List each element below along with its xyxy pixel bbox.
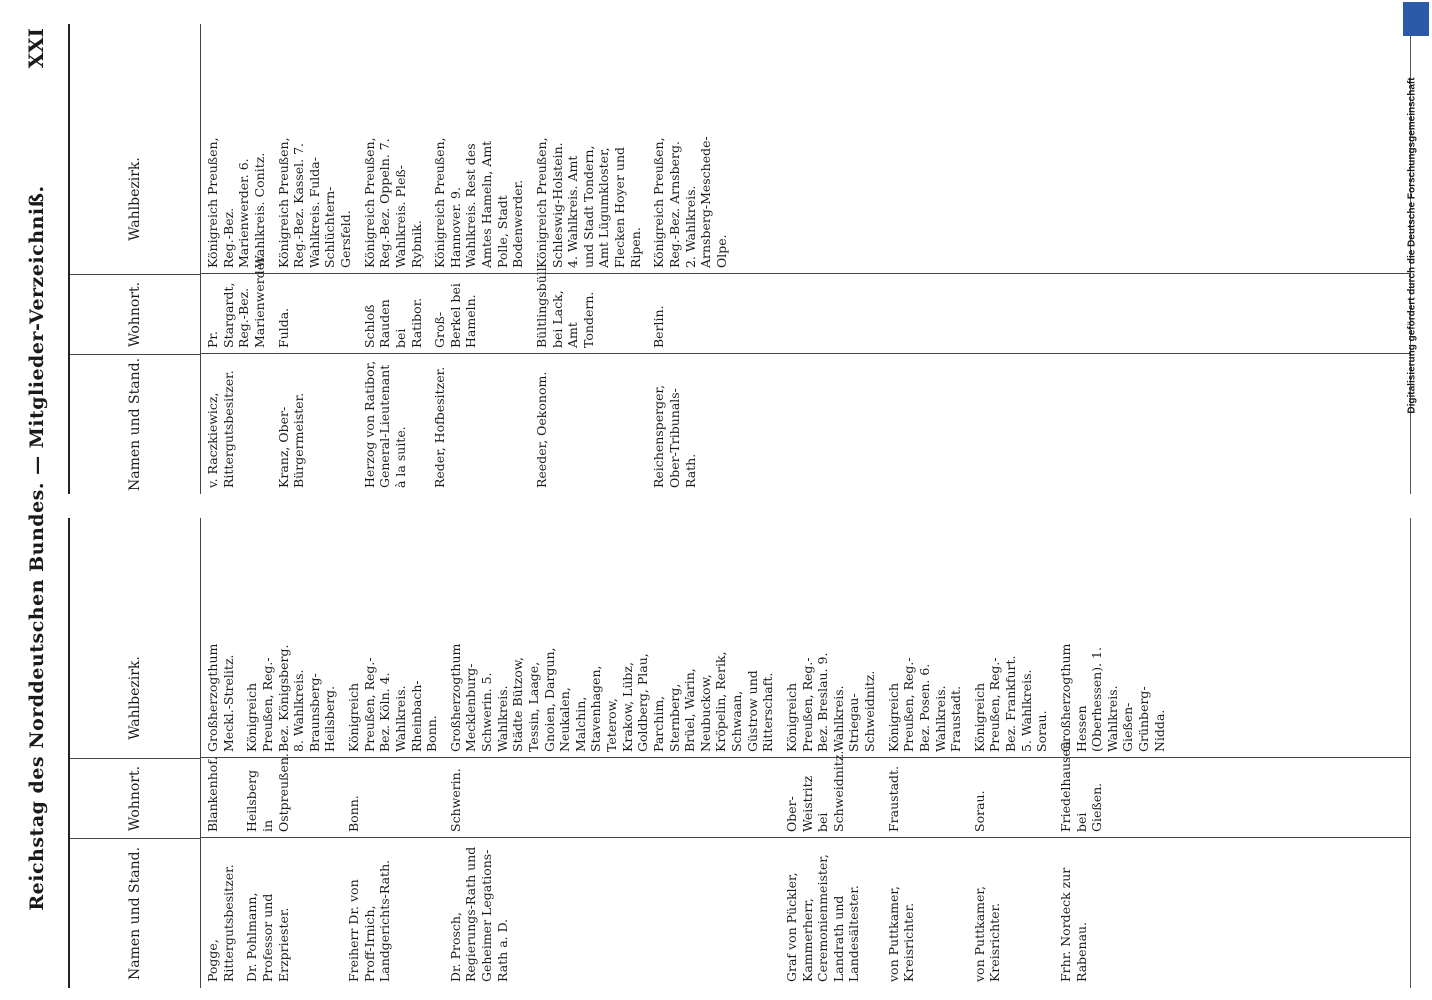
cell-name: von Puttkamer, Kreisrichter. xyxy=(885,886,917,982)
cell-residence: Pr. Stargardt, Reg.-Bez. Marienwerder. xyxy=(205,254,267,348)
cell-district: Großherzogthum Mecklenburg-Schwerin. 5. Wahlkreis. Städte Bützow, Tessin, Laage, Gnoien, Dargun, Neukalen, Malchin, Stavenhagen, Teterow, Krakow, Lübz, Goldberg, Plau, Parchim, Sternberg, Brüel, Warin, Neubuckow, Kröpelin, Rerik, Schwaan, Güstrow und Ritterschaft. xyxy=(447,643,776,752)
cell-residence: Heilsberg in Ostpreußen. xyxy=(244,753,291,832)
table-row xyxy=(647,24,733,494)
table-row xyxy=(240,518,342,988)
header-district: Wahlbezirk. xyxy=(127,157,143,241)
page-title: Reichstag des Norddeutschen Bundes. — Mitglieder-Verzeichniß. xyxy=(26,185,48,911)
column-divider xyxy=(201,353,1411,354)
cell-district: Königreich Preußen, Reg.-Bez. Kassel. 7. Wahlkreis. Fulda-Schlüchtern-Gersfeld. xyxy=(275,137,353,268)
cell-residence: Bültlingsbüll bei Lack, Amt Tondern. xyxy=(533,267,596,348)
table-row xyxy=(342,518,444,988)
table-row xyxy=(444,518,780,988)
cell-name: Freiherr Dr. von Proff-Irnich, Landgerichts-Rath. xyxy=(346,859,393,982)
cell-residence: Fraustadt. xyxy=(885,765,901,832)
cell-residence: Blankenhof. xyxy=(205,756,220,832)
cell-district: Großherzogthum Hessen (Oberhessen). 1. Wahlkreis. Gießen-Grünberg-Nidda. xyxy=(1057,643,1167,752)
cell-residence: Sorau. xyxy=(971,790,987,832)
table-row xyxy=(272,24,358,494)
cell-district: Königreich Preußen, Reg.-Bez. Königsberg. 8. Wahlkreis. Braunsberg-Heilsberg. xyxy=(244,644,338,752)
table-row xyxy=(882,518,968,988)
dfg-logo xyxy=(1403,2,1429,36)
cell-residence: Ober-Weistritz bei Schweidnitz. xyxy=(783,750,846,832)
column-divider xyxy=(201,757,1411,758)
dfg-stamp-text: Digitalisierung gefördert durch die Deutsche Forschungsgemeinschaft xyxy=(1406,77,1418,414)
cell-name: von Puttkamer, Kreisrichter. xyxy=(971,886,1003,982)
table-row xyxy=(201,518,240,988)
cell-residence: Schloß Rauden bei Ratibor. xyxy=(361,297,424,348)
rotated-page xyxy=(10,20,1410,988)
cell-district: Königreich Preußen, Reg.-Bez. Marienwerder. 6. Wahlkreis. Conitz. xyxy=(205,137,267,268)
table-row xyxy=(968,518,1054,988)
left-column-headers xyxy=(70,518,201,988)
cell-name: Graf von Pückler, Kammerherr, Ceremonienmeister, Landrath und Landesältester. xyxy=(783,854,862,982)
cell-name: Dr. Prosch, Regierungs-Rath und Geheimer Legations-Rath a. D. xyxy=(447,846,510,982)
column-divider xyxy=(201,837,1411,838)
table-row xyxy=(428,24,530,494)
cell-name: Herzog von Ratibor, General-Lieutenant à la suite. xyxy=(361,360,408,488)
cell-name: Pogge, Rittergutsbesitzer. xyxy=(205,864,236,982)
cell-district: Königreich Preußen, Reg.-Bez. Köln. 4. Wahlkreis. Rheinbach-Bonn. xyxy=(346,657,440,752)
cell-residence: Berlin. xyxy=(651,305,667,348)
table-row xyxy=(780,518,882,988)
page-header xyxy=(10,20,60,988)
table-row xyxy=(530,24,647,494)
cell-name: Reder, Hofbesitzer. xyxy=(432,366,448,488)
cell-district: Königreich Preußen, Reg.-Bez. Oppeln. 7. Wahlkreis. Pleß-Rybnik. xyxy=(361,137,424,268)
cell-name: Reeder, Oekonom. xyxy=(533,371,549,488)
cell-district: Königreich Preußen, Reg.-Bez. Posen. 6. Wahlkreis. Fraustadt. xyxy=(885,657,964,752)
left-table xyxy=(68,518,1411,988)
table-row xyxy=(358,24,429,494)
cell-name: v. Raczkiewicz, Rittergutsbesitzer. xyxy=(205,370,236,488)
cell-name: Reichensperger, Ober-Tribunals-Rath. xyxy=(651,384,698,488)
right-column-headers xyxy=(70,24,201,494)
cell-district: Königreich Preußen, Reg.-Bez. Arnsberg. 2. Wahlkreis. Arnsberg-Meschede-Olpe. xyxy=(651,136,729,268)
column-divider xyxy=(201,273,1411,274)
cell-residence: Groß-Berkel bei Hameln. xyxy=(432,283,479,348)
cell-residence: Bonn. xyxy=(346,795,361,832)
cell-district: Großherzogthum Meckl.-Strelitz. xyxy=(205,643,236,752)
page-number: XXI xyxy=(24,28,48,69)
cell-residence: Fulda. xyxy=(275,307,291,348)
cell-district: Königreich Preußen, Schleswig-Holstein. 4. Wahlkreis. Amt und Stadt Tondern, Amt Lügumkloster, Flecken Hoyer und Ripen. xyxy=(533,137,643,268)
header-district: Wahlbezirk. xyxy=(127,656,143,740)
cell-district: Königreich Preußen, Reg.-Bez. Frankfurt. 5. Wahlkreis. Sorau. xyxy=(971,655,1050,752)
right-rows xyxy=(201,24,1411,494)
header-residence: Wohnort. xyxy=(70,274,200,354)
cell-district: Königreich Preußen, Reg.-Bez. Breslau. 9. Wahlkreis. Striegau-Schweidnitz. xyxy=(783,652,877,752)
table-row xyxy=(1054,518,1171,988)
header-name: Namen und Stand. xyxy=(70,838,200,988)
cell-residence: Friedelhausen bei Gießen. xyxy=(1057,741,1105,832)
cell-name: Dr. Pohlmann, Professor und Erzpriester. xyxy=(244,892,291,982)
dfg-stamp xyxy=(1402,0,1430,460)
header-name: Namen und Stand. xyxy=(70,354,200,494)
left-rows xyxy=(201,518,1411,988)
header-residence: Wohnort. xyxy=(70,758,200,838)
cell-name: Kranz, Ober-Bürgermeister. xyxy=(275,392,307,488)
right-table xyxy=(68,24,1411,494)
cell-name: Frhr. Nordeck zur Rabenau. xyxy=(1057,867,1089,982)
table-row xyxy=(201,24,272,494)
cell-residence: Schwerin. xyxy=(447,768,463,832)
cell-district: Königreich Preußen, Hannover. 9. Wahlkreis. Rest des Amtes Hameln, Amt Polle, Stadt Bodenwerder. xyxy=(432,137,526,268)
